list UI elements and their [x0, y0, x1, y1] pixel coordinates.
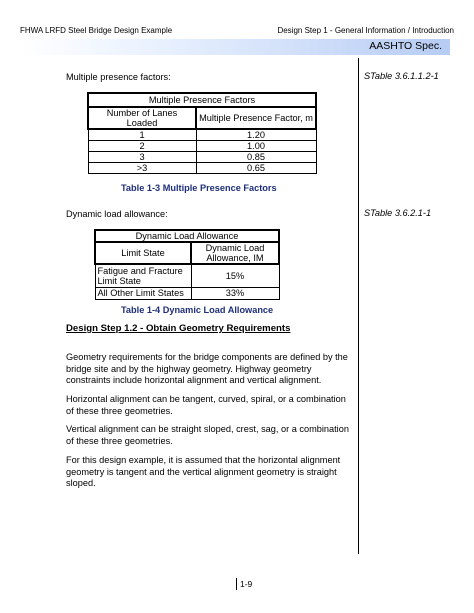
table-cell: 2	[88, 141, 196, 152]
table-cell: 1.00	[196, 141, 316, 152]
header-left-text: FHWA LRFD Steel Bridge Design Example	[20, 26, 173, 35]
page-number: 1-9	[240, 579, 253, 589]
table-cell	[95, 264, 191, 287]
table-cell: 0.85	[196, 152, 316, 163]
dynamic-load-table	[94, 229, 280, 300]
footer-divider	[236, 578, 237, 590]
table-cell: 1	[88, 129, 196, 141]
table-title: Multiple Presence Factors	[88, 93, 316, 107]
paragraph: For this design example, it is assumed that the horizontal alignment geometry is tangent and the vertical alignment geometry is straight sloped.	[66, 455, 341, 488]
dynamic-load-ref: STable 3.6.2.1-1	[364, 208, 432, 218]
multiple-presence-ref: STable 3.6.1.1.2-1	[364, 71, 439, 81]
table-cell: 1.20	[196, 129, 316, 141]
multiple-presence-table	[87, 92, 317, 174]
table-row	[88, 152, 316, 163]
section-heading: Design Step 1.2 - Obtain Geometry Requirements	[66, 323, 291, 334]
cell-line: Limit State	[97, 275, 141, 286]
spec-label: AASHTO Spec.	[369, 40, 442, 52]
spec-bar	[20, 39, 450, 55]
table-row	[88, 141, 316, 152]
column-header: Multiple Presence Factor, m	[196, 107, 316, 129]
table-row	[95, 264, 279, 287]
dynamic-load-label: Dynamic load allowance:	[66, 209, 168, 219]
table-row	[88, 163, 316, 174]
header-line: Allowance, IM	[206, 253, 264, 263]
column-header	[191, 242, 279, 264]
table-cell: >3	[88, 163, 196, 174]
table-caption: Table 1-4 Dynamic Load Allowance	[121, 305, 274, 315]
table-row	[95, 287, 279, 299]
column-header: Limit State	[95, 242, 191, 264]
cell-line: Fatigue and Fracture	[97, 265, 183, 276]
column-header: Number of Lanes Loaded	[88, 107, 196, 129]
multiple-presence-label: Multiple presence factors:	[66, 72, 171, 82]
table-title: Dynamic Load Allowance	[95, 230, 279, 242]
table-cell: 33%	[191, 287, 279, 299]
table-caption: Table 1-3 Multiple Presence Factors	[121, 183, 277, 193]
paragraph: Geometry requirements for the bridge components are defined by the bridge site and by the highway geometry. Highway geometry constraints include horizontal alignment and vertical alignment.	[66, 352, 348, 385]
table-cell: 0.65	[196, 163, 316, 174]
table-cell: All Other Limit States	[95, 287, 191, 299]
table-cell: 15%	[191, 264, 279, 287]
header-right-text: Design Step 1 - General Information / Introduction	[277, 26, 454, 35]
margin-divider	[358, 58, 359, 554]
paragraph: Vertical alignment can be straight sloped, crest, sag, or a combination of these three geometries.	[66, 424, 349, 446]
table-cell: 3	[88, 152, 196, 163]
header-line: Dynamic Load	[205, 243, 265, 253]
table-row	[88, 129, 316, 141]
paragraph: Horizontal alignment can be tangent, curved, spiral, or a combination of these three geometries.	[66, 394, 346, 416]
